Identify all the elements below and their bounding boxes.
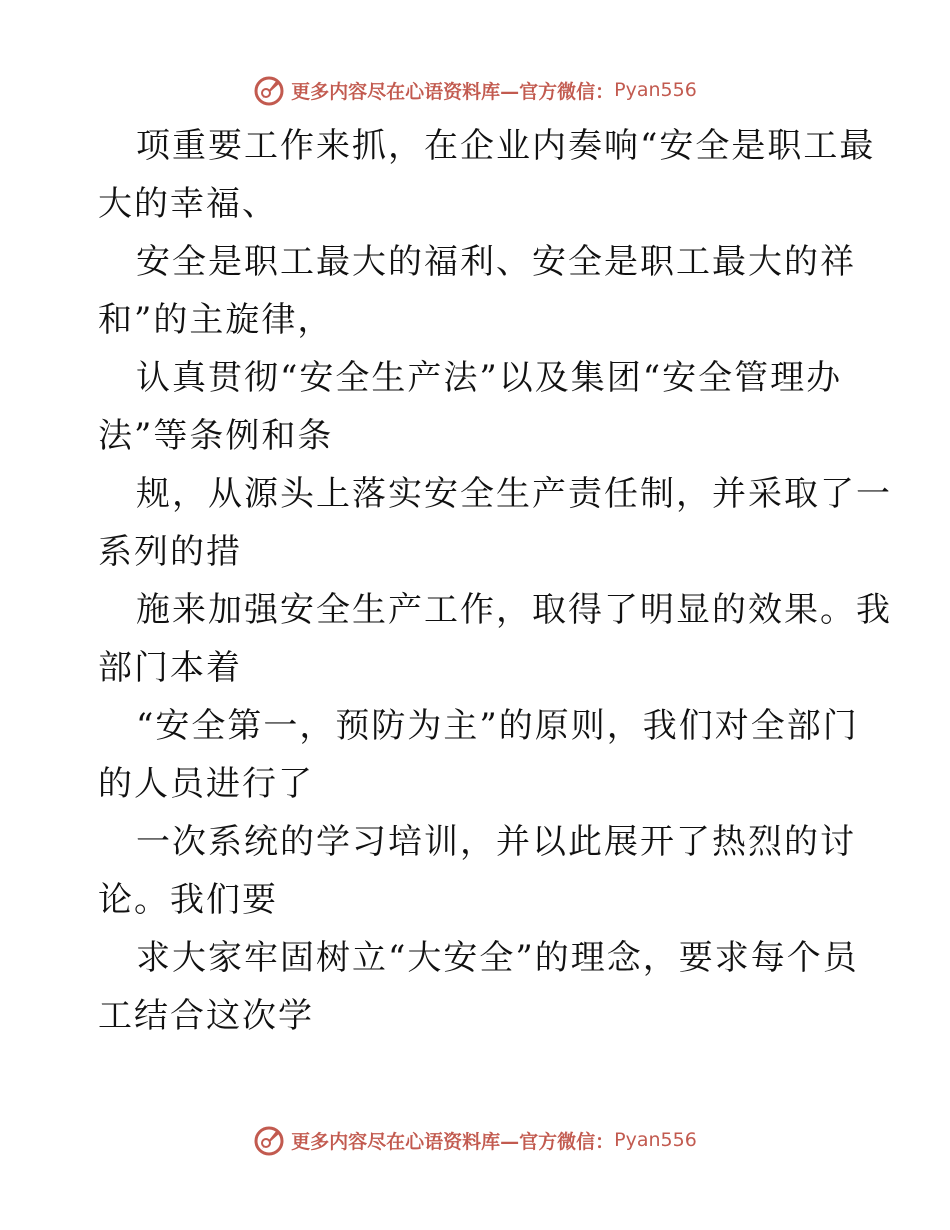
text-line: 一次系统的学习培训，并以此展开了热烈的讨: [136, 822, 856, 862]
text-line: 法”等条例和条: [98, 416, 334, 456]
text-line: 的人员进行了: [98, 764, 314, 804]
text-line: 论。我们要: [98, 880, 278, 920]
footer-watermark: [0, 1120, 950, 1160]
text-line: 系列的措: [98, 532, 242, 572]
text-line: 工结合这次学: [98, 996, 314, 1036]
quill-logo-icon: [253, 1124, 285, 1156]
header-watermark: [0, 70, 950, 110]
watermark-text: 更多内容尽在心语资料库—官方微信：: [291, 80, 615, 103]
text-line: 安全是职工最大的福利、安全是职工最大的祥: [136, 242, 856, 282]
text-line: 大的幸福、: [98, 184, 278, 224]
text-line: 求大家牢固树立“大安全”的理念，要求每个员: [136, 938, 859, 978]
text-line: 规，从源头上落实安全生产责任制，并采取了一: [136, 474, 892, 514]
watermark-text: 更多内容尽在心语资料库—官方微信：: [291, 1130, 615, 1153]
text-line: 部门本着: [98, 648, 242, 688]
text-line: “安全第一，预防为主”的原则，我们对全部门: [136, 706, 859, 746]
watermark-id: Pyan556: [614, 1129, 697, 1151]
text-line: 项重要工作来抓，在企业内奏响“安全是职工最: [136, 126, 876, 166]
document-body: [98, 117, 892, 1045]
text-line: 认真贯彻“安全生产法”以及集团“安全管理办: [136, 358, 843, 398]
quill-logo-icon: [253, 74, 285, 106]
watermark-id: Pyan556: [614, 79, 697, 101]
text-line: 施来加强安全生产工作，取得了明显的效果。我: [136, 590, 892, 630]
text-line: 和”的主旋律，: [98, 300, 334, 340]
